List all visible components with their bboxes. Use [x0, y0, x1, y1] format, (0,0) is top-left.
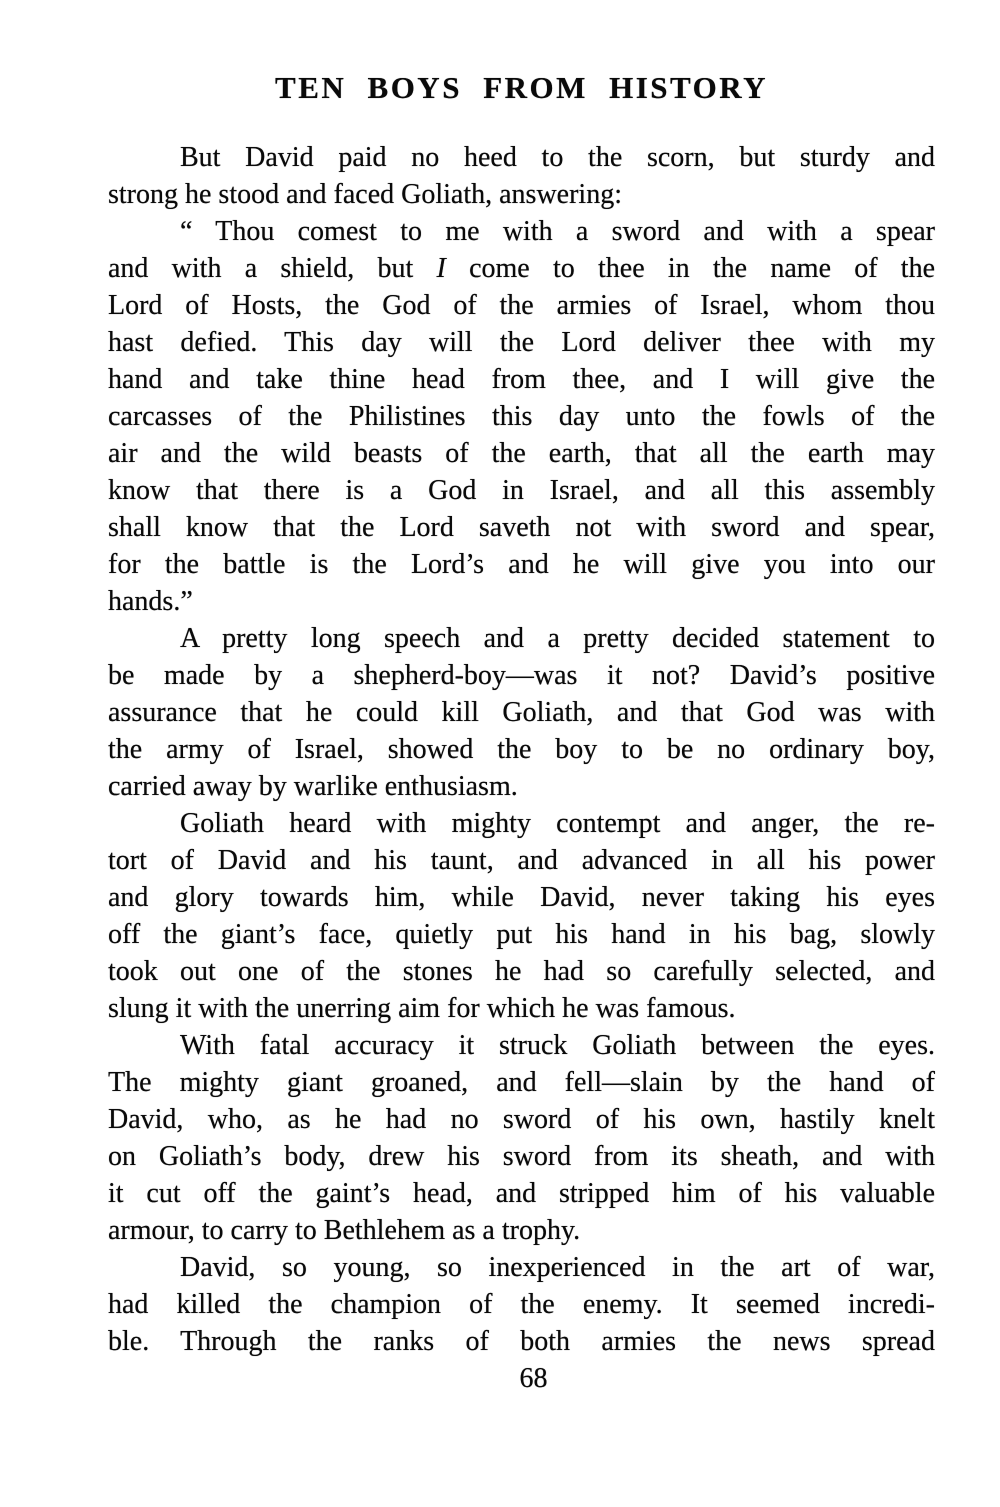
- text-line: But David paid no heed to the scorn, but sturdy and: [180, 142, 935, 173]
- text-line: had killed the champion of the enemy. It seemed incredi-: [108, 1289, 935, 1320]
- text-line: on Goliath’s body, drew his sword from its sheath, and with: [108, 1141, 935, 1172]
- body-text: [108, 139, 935, 1360]
- text-line: and with a shield, but I come to thee in the name of the: [108, 253, 936, 284]
- text-line: for the battle is the Lord’s and he will give you into our: [108, 549, 935, 580]
- text-line: David, who, as he had no sword of his own, hastily knelt: [108, 1104, 935, 1135]
- text-line: assurance that he could kill Goliath, and that God was with: [108, 697, 935, 728]
- text-line: off the giant’s face, quietly put his hand in his bag, slowly: [108, 919, 935, 950]
- text-line: Goliath heard with mighty contempt and anger, the re-: [180, 808, 935, 839]
- text-line: tort of David and his taunt, and advanced in all his power: [108, 845, 935, 876]
- text-line: strong he stood and faced Goliath, answering:: [108, 179, 622, 210]
- text-line: With fatal accuracy it struck Goliath between the eyes.: [180, 1030, 935, 1061]
- text-line: hands.”: [108, 586, 193, 617]
- text-line: The mighty giant groaned, and fell—slain by the hand of: [108, 1067, 935, 1098]
- text-line: A pretty long speech and a pretty decided statement to: [180, 623, 935, 654]
- text-line: ble. Through the ranks of both armies the news spread: [108, 1326, 935, 1357]
- paragraph: [108, 1027, 935, 1249]
- text-line: took out one of the stones he had so carefully selected, and: [108, 956, 935, 987]
- page-number: 68: [519, 1363, 548, 1394]
- text-line: hast defied. This day will the Lord deliver thee with my: [108, 327, 935, 358]
- text-line: the army of Israel, showed the boy to be no ordinary boy,: [108, 734, 935, 765]
- text-line: it cut off the gaint’s head, and stripped him of his valuable: [108, 1178, 935, 1209]
- text-line: Lord of Hosts, the God of the armies of Israel, whom thou: [108, 290, 935, 321]
- text-line: carried away by warlike enthusiasm.: [108, 771, 518, 802]
- text-line: armour, to carry to Bethlehem as a trophy.: [108, 1215, 581, 1246]
- paragraph: [108, 620, 935, 805]
- paragraph: [108, 805, 935, 1027]
- text-line: David, so young, so inexperienced in the art of war,: [180, 1252, 935, 1283]
- text-line: and glory towards him, while David, never taking his eyes: [108, 882, 935, 913]
- paragraph: [108, 1249, 935, 1360]
- text-line: hand and take thine head from thee, and I will give the: [108, 364, 935, 395]
- text-line: slung it with the unerring aim for which he was famous.: [108, 993, 736, 1024]
- text-line: air and the wild beasts of the earth, that all the earth may: [108, 438, 935, 469]
- text-line: know that there is a God in Israel, and all this assembly: [108, 475, 935, 506]
- text-line: shall know that the Lord saveth not with sword and spear,: [108, 512, 935, 543]
- page-title: TEN BOYS FROM HISTORY: [275, 70, 768, 105]
- paragraph: [108, 139, 935, 213]
- text-line: carcasses of the Philistines this day unto the fowls of the: [108, 401, 935, 432]
- text-line: “ Thou comest to me with a sword and with a spear: [180, 216, 935, 247]
- paragraph: [108, 213, 935, 620]
- text-line: be made by a shepherd-boy—was it not? David’s positive: [108, 660, 935, 691]
